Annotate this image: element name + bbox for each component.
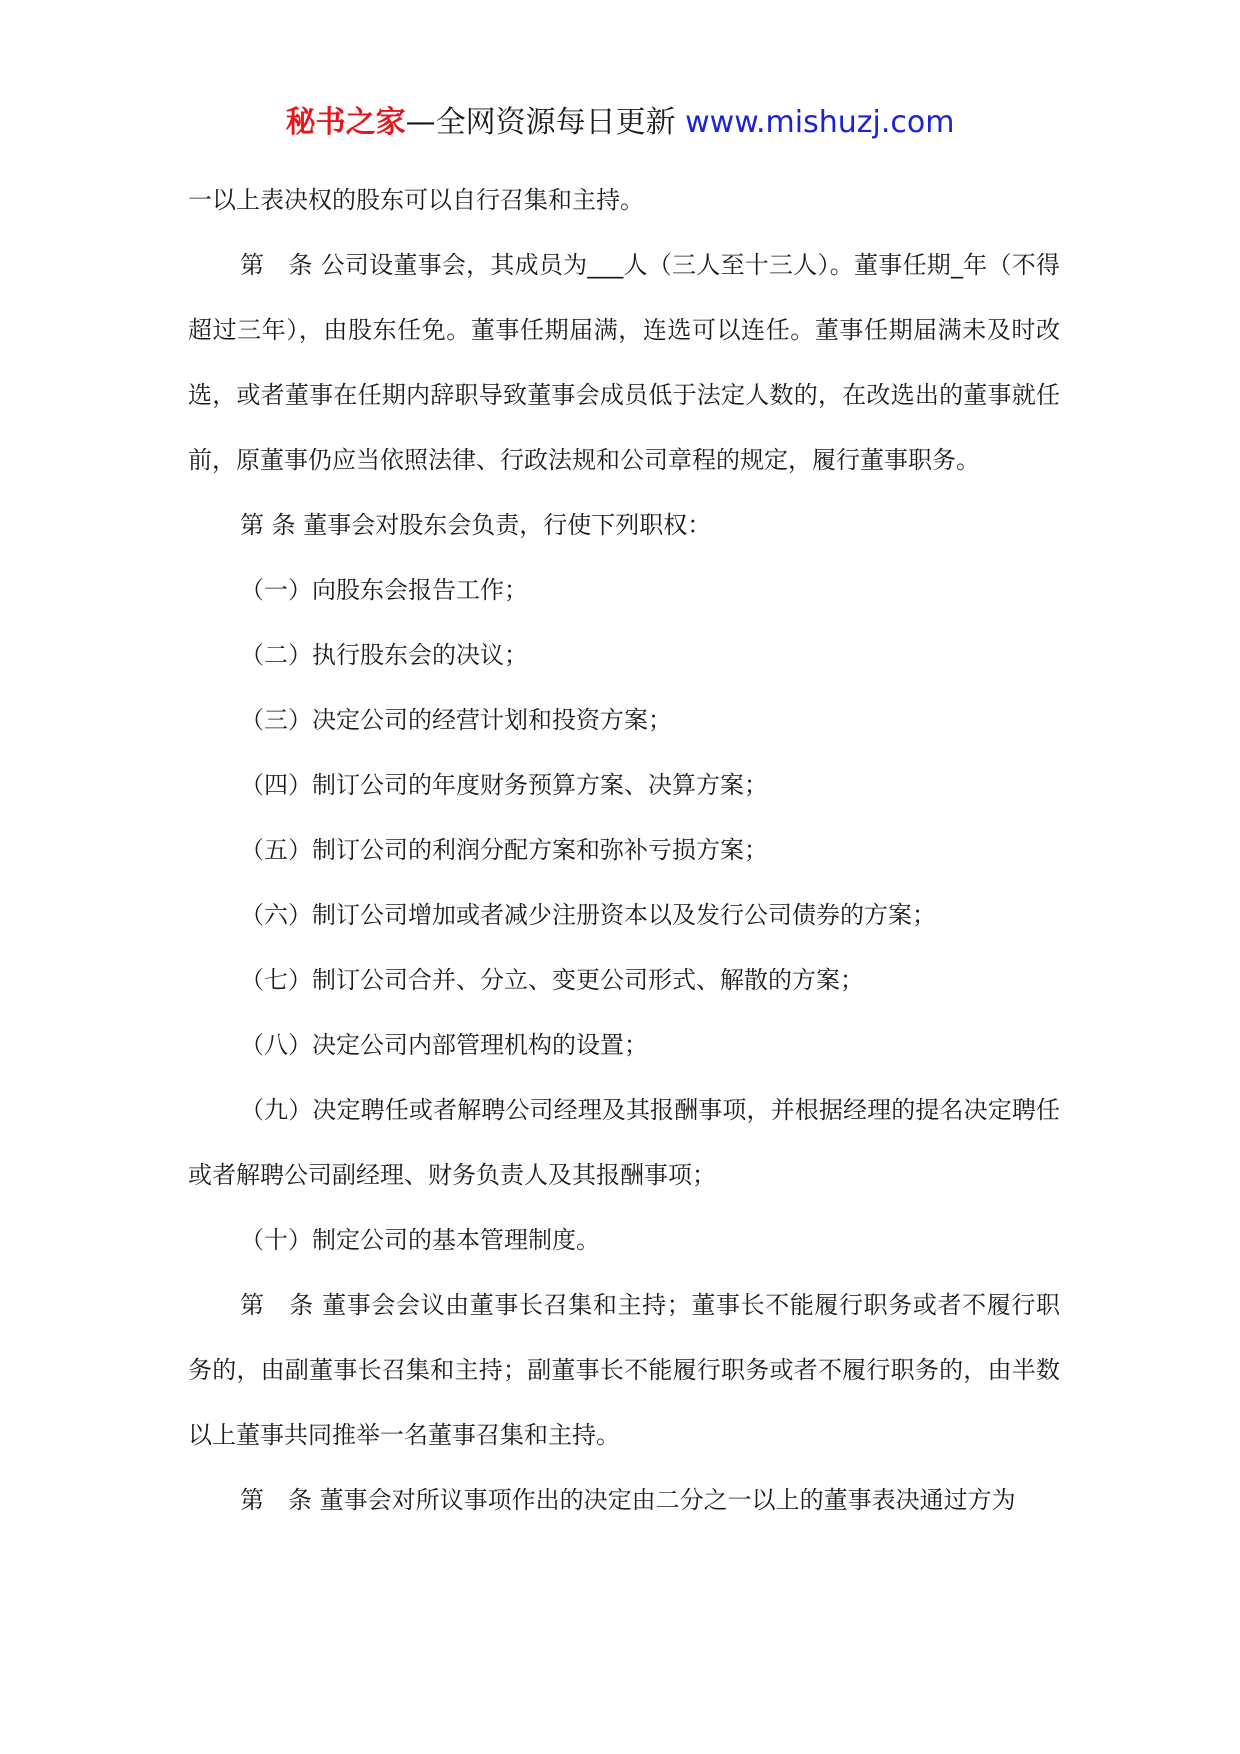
list-item: （十）制定公司的基本管理制度。: [240, 1226, 600, 1254]
brand-name: 秘书之家: [285, 105, 406, 140]
list-item: （二）执行股东会的决议；: [240, 641, 528, 669]
article-board-resolutions: 第 条 董事会对所议事项作出的决定由二分之一以上的董事表决通过方为: [240, 1486, 1016, 1514]
article-board-powers: 第 条 董事会对股东会负责，行使下列职权：: [240, 511, 712, 539]
list-item: （五）制订公司的利润分配方案和弥补亏损方案；: [240, 836, 768, 864]
article-board-composition: 第 条 公司设董事会，其成员为___人（三人至十三人）。董事任期_年（不得超过三年），由股东任免。董事任期届满，连选可以连任。董事任期届满未及时改选，或者董事在任期内辞职导致董事会成员低于法定人数的，在改选出的董事就任前，原董事仍应当依照法律、行政法规和公司章程的规定，履行董事职务。: [188, 251, 1060, 474]
list-item: （一）向股东会报告工作；: [240, 576, 528, 604]
list-item: （九）决定聘任或者解聘公司经理及其报酬事项，并根据经理的提名决定聘任或者解聘公司副经理、财务负责人及其报酬事项；: [188, 1096, 1060, 1189]
list-item: （三）决定公司的经营计划和投资方案；: [240, 706, 672, 734]
header-slogan: —全网资源每日更新: [405, 105, 686, 140]
list-item: （四）制订公司的年度财务预算方案、决算方案；: [240, 771, 768, 799]
list-item: （六）制订公司增加或者减少注册资本以及发行公司债券的方案；: [240, 901, 936, 929]
paragraph: 一以上表决权的股东可以自行召集和主持。: [188, 186, 644, 214]
website-link[interactable]: www.mishuzj.com: [685, 105, 955, 140]
document-body: [188, 168, 1060, 1533]
list-item: （七）制订公司合并、分立、变更公司形式、解散的方案；: [240, 966, 864, 994]
page-header: [0, 101, 1240, 145]
list-item: （八）决定公司内部管理机构的设置；: [240, 1031, 648, 1059]
article-board-meetings: 第 条 董事会会议由董事长召集和主持；董事长不能履行职务或者不履行职务的，由副董事长召集和主持；副董事长不能履行职务或者不履行职务的，由半数以上董事共同推举一名董事召集和主持。: [188, 1291, 1060, 1449]
